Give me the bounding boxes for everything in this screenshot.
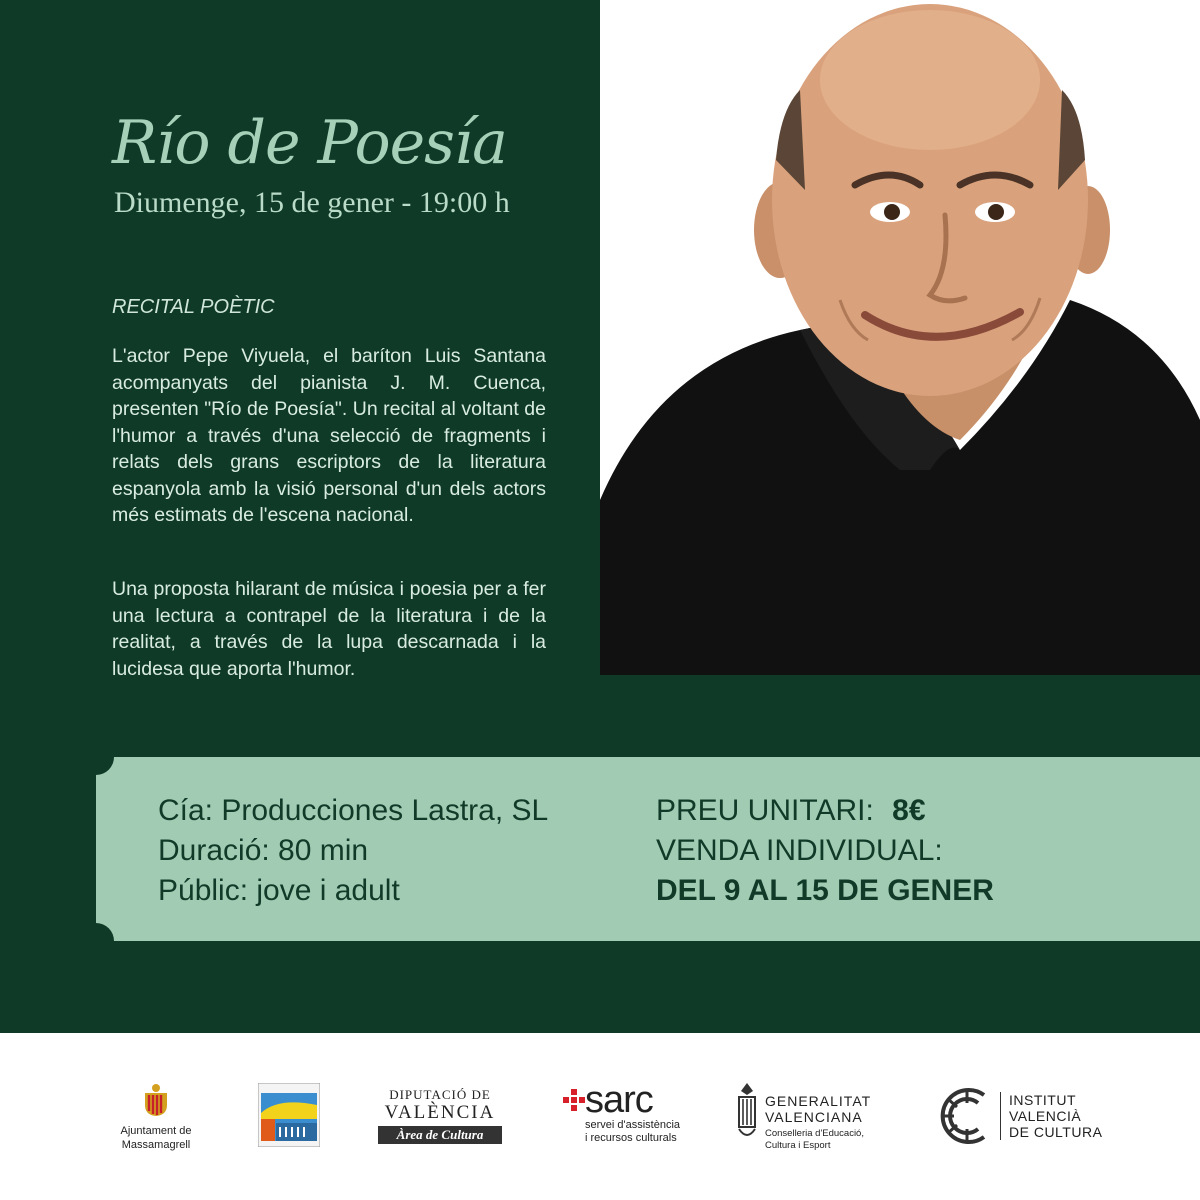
ajuntament-logo: [106, 1083, 206, 1152]
diputacio-line-1: DIPUTACIÓ DE: [389, 1087, 491, 1102]
sarc-name: sarc: [585, 1079, 653, 1121]
diputacio-line-2: VALÈNCIA: [384, 1102, 496, 1123]
audience-text: Públic: jove i adult: [158, 874, 400, 907]
sale-dates: DEL 9 AL 15 DE GENER: [656, 874, 994, 907]
ivc-line-3: DE CULTURA: [1009, 1124, 1103, 1140]
diputacio-line-3: Àrea de Cultura: [378, 1126, 502, 1144]
ivc-logo: [938, 1085, 1108, 1147]
generalitat-line-1: GENERALITAT: [765, 1093, 872, 1109]
event-title: Río de Poesía: [112, 108, 507, 178]
ticket-details: [158, 791, 548, 911]
ivc-line-1: INSTITUT: [1009, 1092, 1076, 1108]
sponsor-footer: [0, 1033, 1200, 1200]
ivc-line-2: VALENCIÀ: [1009, 1108, 1082, 1124]
diputacio-logo: [378, 1087, 502, 1144]
generalitat-line-4: Cultura i Esport: [765, 1140, 831, 1151]
generalitat-line-2: VALENCIANA: [765, 1109, 863, 1125]
event-description-2: Una proposta hilarant de música i poesia per a fer una lectura a contrapel de la literatura i de la realitat, a través de la lupa descarnada i la lucidesa que aporta l'humor.: [112, 578, 546, 680]
sarc-desc-1: servei d'assistència: [585, 1119, 681, 1131]
actor-portrait-image: [600, 0, 1200, 675]
ticket-notch-bottom: [78, 923, 114, 959]
sale-label: VENDA INDIVIDUAL:: [656, 834, 943, 867]
sarc-desc-2: i recursos culturals: [585, 1132, 677, 1144]
price-label: PREU UNITARI:: [656, 794, 874, 827]
sarc-logo: [563, 1081, 683, 1145]
venue-logo-icon: [258, 1083, 320, 1147]
event-category: RECITAL POÈTIC: [112, 296, 275, 318]
generalitat-line-3: Conselleria d'Educació,: [765, 1128, 864, 1139]
ticket-info-panel: [96, 757, 1200, 941]
price-value: 8€: [892, 794, 926, 827]
company-text: Cía: Producciones Lastra, SL: [158, 794, 549, 827]
event-datetime: Diumenge, 15 de gener - 19:00 h: [114, 186, 510, 219]
generalitat-crest-icon: [735, 1081, 759, 1153]
portrait-illustration: [600, 0, 1200, 675]
price-line: [656, 791, 994, 831]
ivc-mark-icon: [938, 1085, 996, 1147]
ajuntament-name-2: Massamagrell: [121, 1139, 191, 1151]
ticket-sales: [656, 791, 994, 911]
ajuntament-name-1: Ajuntament de: [120, 1125, 192, 1137]
event-description-1: L'actor Pepe Viyuela, el baríton Luis Santana acompanyats del pianista J. M. Cuenca, presenten "Río de Poesía". Un recital al voltant de l'humor a través d'una selecció de fragments i relats dels grans escriptors de la literatura espanyola amb la visió personal d'un dels actors més estimats de l'escena nacional.: [112, 345, 546, 526]
ajuntament-shield-icon: [143, 1083, 169, 1117]
ticket-notch-top: [78, 739, 114, 775]
duration-text: Duració: 80 min: [158, 834, 369, 867]
sarc-cross-icon: [563, 1089, 585, 1111]
generalitat-logo: [735, 1081, 895, 1153]
venue-logo: [258, 1083, 320, 1147]
